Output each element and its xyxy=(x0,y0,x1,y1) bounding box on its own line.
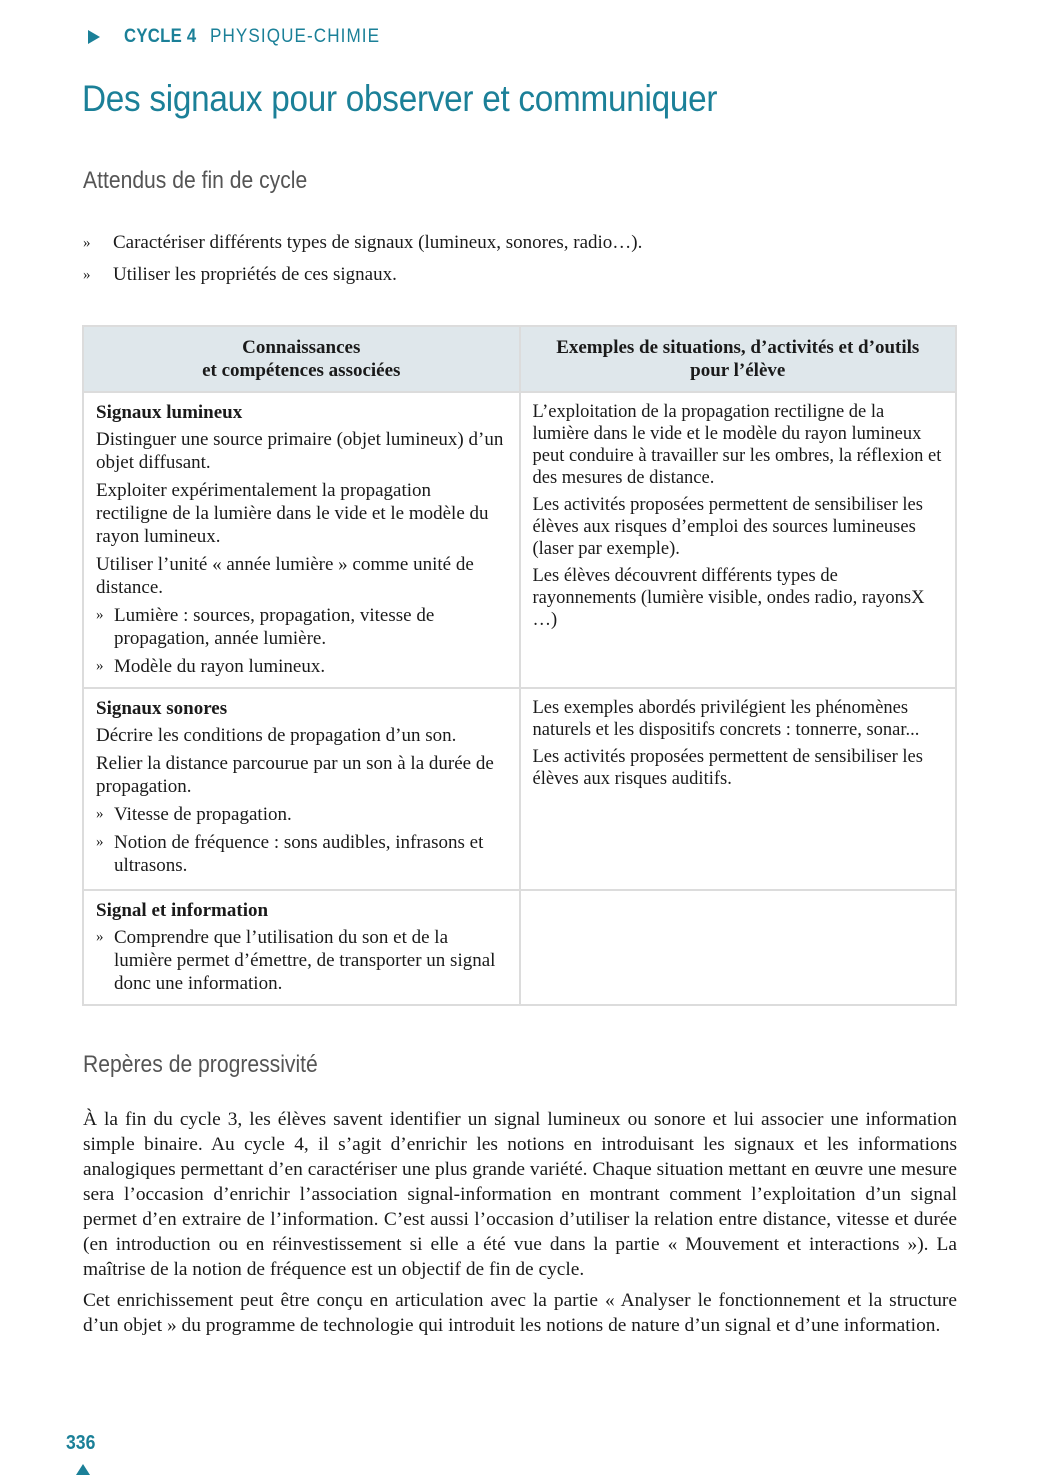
progress-heading: Repères de progressivité xyxy=(83,1051,318,1078)
cycle-label: CYCLE 4 xyxy=(124,26,197,47)
competence-bullet xyxy=(96,604,507,650)
expectations-list xyxy=(83,231,642,295)
competence-text: Utiliser l’unité « année lumière » comme unité de distance. xyxy=(96,554,474,598)
bullet-icon: » xyxy=(83,235,91,251)
list-item-text: Caractériser différents types de signaux (lumineux, sonores, radio…). xyxy=(113,232,643,253)
bullet-icon: » xyxy=(96,607,104,623)
paragraph: À la fin du cycle 3, les élèves savent identifier un signal lumineux ou sonore et lui associer une information simple binaire. Au cycle 4, il s’agit d’enrichir les notions en introduisant les signaux et les informations analogiques permettant d’en caractériser une plus grande variété. Chaque situation mettant en œuvre une mesure sera l’occasion d’enrichir l’association signal-information en montrant comment l’exploitation d’un signal permet d’en extraire de l’information. C’est aussi l’occasion d’utiliser la relation entre distance, vitesse et durée (en introduction ou en réinvestissement si elle a été vue dans la partie « Mouvement et interactions »). La maîtrise de la notion de fréquence est un objectif de fin de cycle. xyxy=(83,1109,957,1280)
competence-text: Relier la distance parcourue par un son à la durée de propagation. xyxy=(96,753,494,797)
examples-cell xyxy=(520,890,957,1005)
competence-bullet xyxy=(96,926,507,995)
knowledge-cell xyxy=(83,392,520,688)
header-line: pour l’élève xyxy=(690,360,786,381)
competence-bullet xyxy=(96,803,507,826)
triangle-up-icon xyxy=(76,1464,90,1475)
bullet-text: Comprendre que l’utilisation du son et de la lumière permet d’émettre, de transporter un signal donc une information. xyxy=(114,927,496,994)
paragraph: Cet enrichissement peut être conçu en articulation avec la partie « Analyser le fonctionnement et la structure d’un objet » du programme de technologie qui introduit les notions de nature d’un signal et d’une information. xyxy=(83,1290,957,1336)
bullet-text: Modèle du rayon lumineux. xyxy=(114,656,326,677)
bullet-text: Notion de fréquence : sons audibles, infrasons et ultrasons. xyxy=(114,832,484,876)
example-text: Les activités proposées permettent de sensibiliser les élèves aux risques auditifs. xyxy=(532,747,923,789)
list-item-text: Utiliser les propriétés de ces signaux. xyxy=(113,264,397,285)
bullet-icon: » xyxy=(96,806,104,822)
expectations-heading: Attendus de fin de cycle xyxy=(83,167,308,194)
column-header-knowledge xyxy=(83,326,520,392)
competence-text: Distinguer une source primaire (objet lumineux) d’un objet diffusant. xyxy=(96,429,504,473)
row-title: Signal et information xyxy=(96,900,269,921)
table-row xyxy=(83,890,956,1005)
page-number: 336 xyxy=(66,1432,96,1454)
subject-label: PHYSIQUE-CHIMIE xyxy=(210,26,381,47)
progress-body xyxy=(83,1107,957,1344)
competence-bullet xyxy=(96,655,507,678)
bullet-icon: » xyxy=(96,929,104,945)
table-header-row xyxy=(83,326,956,392)
knowledge-cell xyxy=(83,890,520,1005)
bullet-icon: » xyxy=(96,658,104,674)
example-text: Les exemples abordés privilégient les phénomènes naturels et les dispositifs concrets : tonnerre, sonar... xyxy=(532,698,920,740)
competence-bullet xyxy=(96,831,507,877)
row-title: Signaux sonores xyxy=(96,698,228,719)
example-text: Les activités proposées permettent de sensibiliser les élèves aux risques d’emploi des sources lumineuses (laser par exemple). xyxy=(532,495,923,559)
examples-cell xyxy=(520,392,957,688)
header-line: Connaissances xyxy=(242,337,361,358)
running-header xyxy=(88,26,399,48)
column-header-examples xyxy=(520,326,957,392)
bullet-text: Vitesse de propagation. xyxy=(114,804,292,825)
bullet-text: Lumière : sources, propagation, vitesse de propagation, année lumière. xyxy=(114,605,435,649)
competence-text: Exploiter expérimentalement la propagation rectiligne de la lumière dans le vide et le modèle du rayon lumineux. xyxy=(96,480,489,547)
list-item xyxy=(83,231,642,263)
page-title: Des signaux pour observer et communiquer xyxy=(82,78,718,119)
knowledge-cell xyxy=(83,688,520,890)
header-line: et compétences associées xyxy=(202,360,401,381)
triangle-right-icon xyxy=(88,30,100,44)
example-text: L’exploitation de la propagation rectiligne de la lumière dans le vide et le modèle du rayon lumineux peut conduire à travailler sur les ombres, la réflexion et des mesures de distance. xyxy=(532,402,942,488)
bullet-icon: » xyxy=(96,834,104,850)
list-item xyxy=(83,263,642,295)
row-title: Signaux lumineux xyxy=(96,402,243,423)
examples-cell xyxy=(520,688,957,890)
competences-table xyxy=(82,325,957,1006)
bullet-icon: » xyxy=(83,267,91,283)
competence-text: Décrire les conditions de propagation d’un son. xyxy=(96,725,457,746)
example-text: Les élèves découvrent différents types de rayonnements (lumière visible, ondes radio, rayonsX …) xyxy=(532,566,925,630)
table-row xyxy=(83,392,956,688)
table-row xyxy=(83,688,956,890)
header-line: Exemples de situations, d’activités et d’outils xyxy=(556,337,920,358)
